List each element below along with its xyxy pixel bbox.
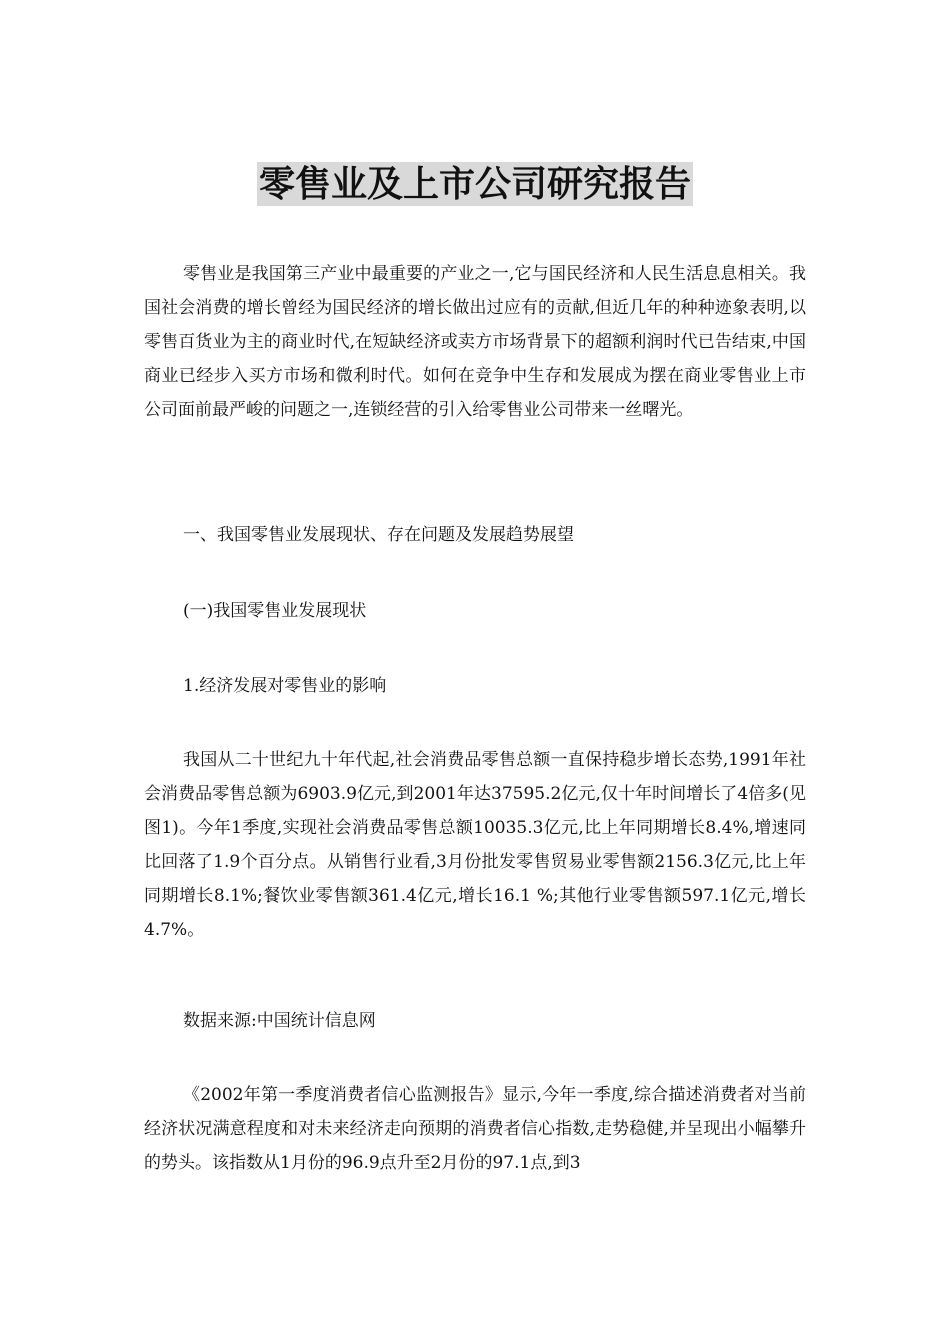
data-source-note: 数据来源:中国统计信息网 xyxy=(183,1011,376,1031)
subsection-heading: (一)我国零售业发展现状 xyxy=(183,601,367,621)
sales-paragraph: 我国从二十世纪九十年代起,社会消费品零售总额一直保持稳步增长态势,1991年社会消费品零售总额为6903.9亿元,到2001年达37595.2亿元,仅十年时间增长了4倍多(见图1)。今年1季度,实现社会消费品零售总额10035.3亿元,比上年同期增长8.4%,增速同比回落了1.9个百分点。从销售行业看,3月份批发零售贸易业零售额2156.3亿元,比上年同期增长8.1%;餐饮业零售额361.4亿元,增长16.1 %;其他行业零售额597.1亿元,增长4.7%。 xyxy=(144,750,806,940)
title-container xyxy=(0,162,950,206)
document-title: 零售业及上市公司研究报告 xyxy=(258,163,691,205)
intro-paragraph: 零售业是我国第三产业中最重要的产业之一,它与国民经济和人民生活息息相关。我国社会消费的增长曾经为国民经济的增长做出过应有的贡献,但近几年的种种迹象表明,以零售百货业为主的商业时代,在短缺经济或卖方市场背景下的超额利润时代已告结束,中国商业已经步入买方市场和微利时代。如何在竞争中生存和发展成为摆在商业零售业上市公司面前最严峻的问题之一,连锁经营的引入给零售业公司带来一丝曙光。 xyxy=(144,264,806,420)
topic-heading: 1.经济发展对零售业的影响 xyxy=(183,676,387,696)
section-heading-1: 一、我国零售业发展现状、存在问题及发展趋势展望 xyxy=(183,525,574,545)
confidence-paragraph: 《2002年第一季度消费者信心监测报告》显示,今年一季度,综合描述消费者对当前经济状况满意程度和对未来经济走向预期的消费者信心指数,走势稳健,并呈现出小幅攀升的势头。该指数从1月份的96.9点升至2月份的97.1点,到3 xyxy=(144,1085,806,1173)
